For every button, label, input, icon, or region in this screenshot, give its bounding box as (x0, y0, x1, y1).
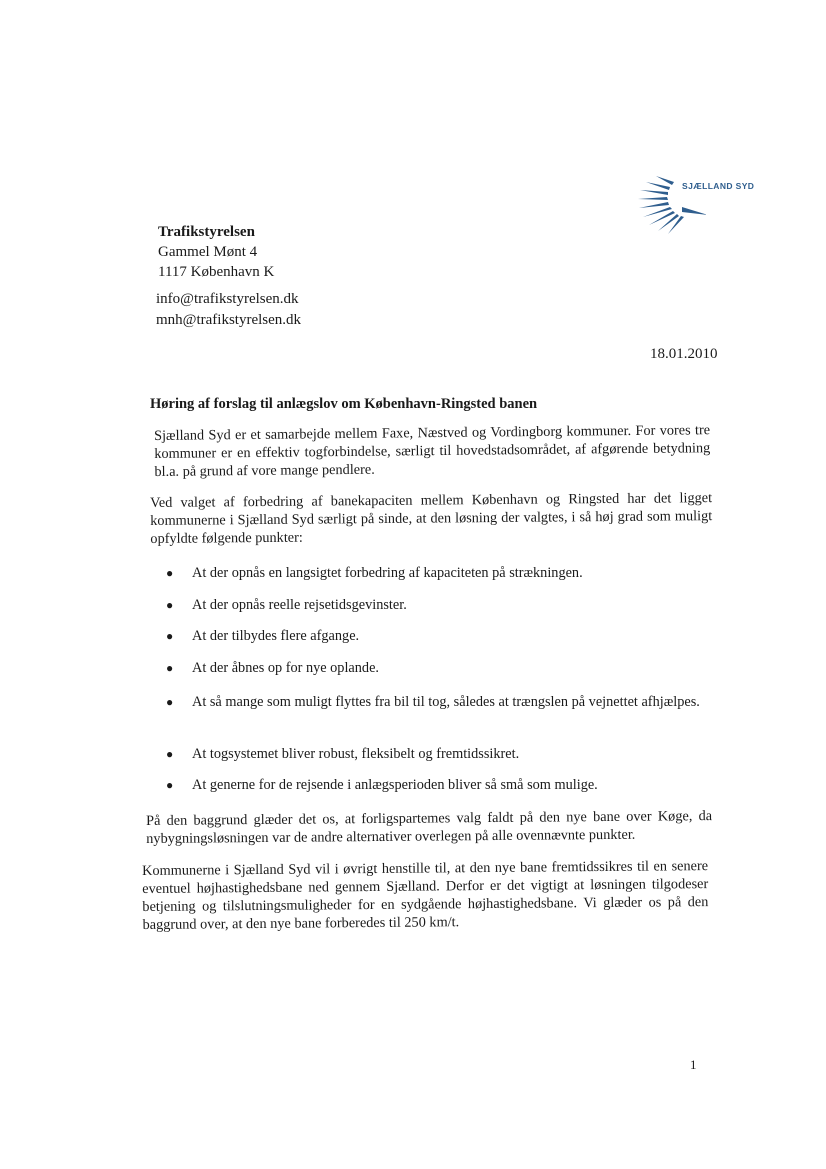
list-item (166, 564, 712, 582)
list-item-text: At der tilbydes flere afgange. (192, 628, 360, 644)
list-item (166, 693, 712, 711)
list-item-text: At der åbnes op for nye oplande. (192, 660, 379, 676)
list-item (166, 627, 712, 645)
list-item-text: At generne for de rejsende i anlægsperioden bliver så små som mulige. (192, 777, 598, 793)
letter-date: 18.01.2010 (650, 346, 718, 362)
list-item-text: At der opnås reelle rejsetidsgevinster. (192, 597, 407, 613)
list-item (166, 596, 712, 614)
recipient-emails (156, 289, 301, 331)
logo-text: SJÆLLAND SYD (682, 181, 755, 191)
paragraph-highspeed: Kommunerne i Sjælland Syd vil i øvrigt henstille til, at den nye bane fremtidssikres til en senere eventuel højhastighedsbane ned gennem Sjælland. Derfor er det vigtigt at løsningen tilgodeser betjening og tilslutningsmuligheder for en sydgående højhastighedsbane. Vi glæder os på den baggrund over, at den nye bane forberedes til 250 km/t. (142, 858, 709, 933)
list-item-text: At togsystemet bliver robust, fleksibelt og fremtidssikret. (192, 746, 520, 762)
recipient-email-mnh: mnh@trafikstyrelsen.dk (156, 312, 302, 328)
list-item (166, 745, 712, 763)
bullet-circle-icon: ● (166, 566, 174, 580)
bullet-circle-icon: ● (166, 661, 174, 675)
recipient-org: Trafikstyrelsen (158, 224, 255, 240)
bullet-circle-icon: ● (166, 598, 174, 612)
letter-title: Høring af forslag til anlægslov om København-Ringsted banen (150, 396, 538, 412)
sjaelland-syd-logo (634, 168, 764, 238)
recipient-street: Gammel Mønt 4 (158, 244, 258, 260)
page-number: 1 (690, 1057, 697, 1072)
list-item (166, 776, 712, 794)
list-item (166, 659, 712, 677)
paragraph-context: Ved valget af forbedring af banekapaciten mellem København og Ringsted har det ligget kommunerne i Sjælland Syd særligt på sinde, at den løsning der valgtes, i så høj grad som muligt opfyldte følgende punkter: (150, 490, 713, 547)
list-item-text: At der opnås en langsigtet forbedring af kapaciteten på strækningen. (192, 565, 583, 581)
recipient-city: 1117 København K (158, 264, 275, 280)
recipient-address (158, 222, 274, 282)
bullet-circle-icon: ● (166, 747, 174, 761)
bullet-circle-icon: ● (166, 778, 174, 792)
paragraph-conclusion: På den baggrund glæder det os, at forligspartemes valg faldt på den nye bane over Køge, da nybygningsløsningen var de andre alternativer overlegen på alle ovennævnte punkter. (146, 808, 713, 847)
bullet-circle-icon: ● (166, 629, 174, 643)
recipient-email-info: info@trafikstyrelsen.dk (156, 291, 299, 307)
sun-rays-logo-icon (634, 168, 706, 238)
list-item-text: At så mange som muligt flyttes fra bil til tog, således at trængslen på vejnettet afhjælpes. (192, 694, 700, 710)
paragraph-intro: Sjælland Syd er et samarbejde mellem Faxe, Næstved og Vordingborg kommuner. For vores tre kommuner er en effektiv togforbindelse, særligt til hovedstadsområdet, af afgørende betydning bl.a. på grund af vore mange pendlere. (154, 422, 711, 480)
bullet-circle-icon: ● (166, 695, 174, 709)
